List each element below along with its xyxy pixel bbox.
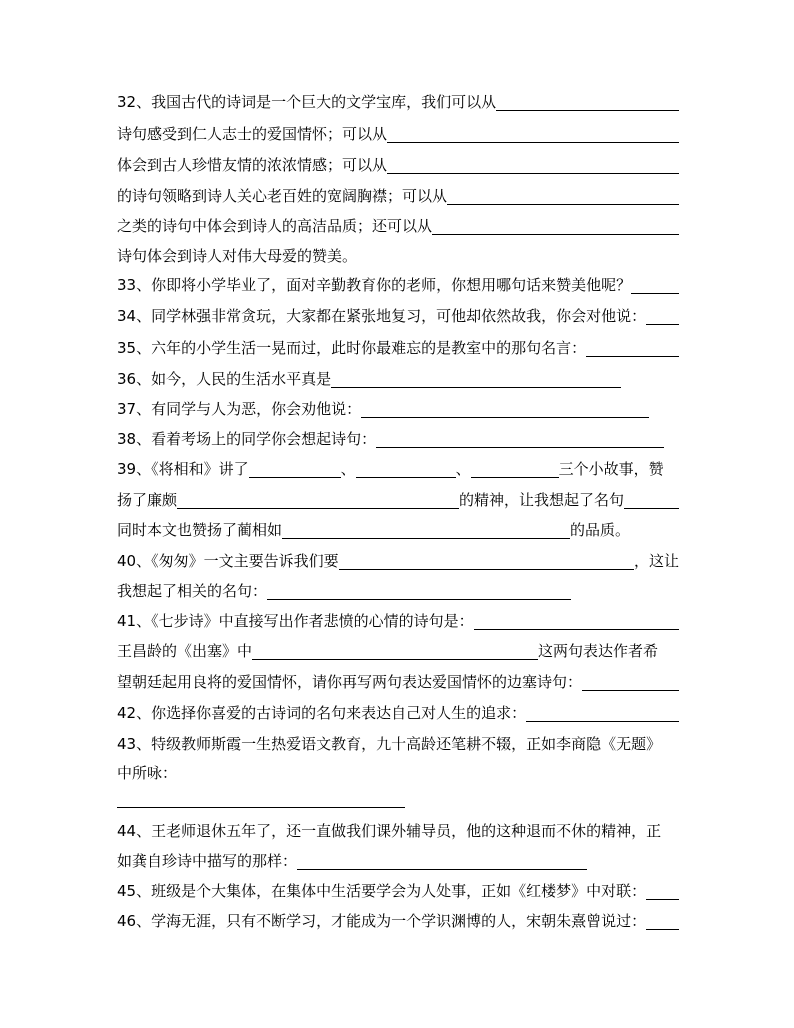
q32-line-5 [117,213,679,239]
q32-text-2: 诗句感受到仁人志士的爱国情怀；可以从 [117,125,388,143]
q37-text: 37、有同学与人为恶，你会劝他说： [117,400,362,418]
answer-blank[interactable] [117,789,405,808]
q39-text-c: 扬了廉颇 [117,491,178,509]
answer-blank[interactable] [282,520,570,539]
q38-line [117,426,679,452]
answer-blank[interactable] [177,490,459,509]
answer-blank[interactable] [471,459,559,478]
q38-text: 38、看着考场上的同学你会想起诗句： [117,430,377,448]
q42-text: 42、你选择你喜爱的古诗词的名句来表达自己对人生的追求： [117,704,527,722]
q40-line-1 [117,548,679,574]
q46-line [117,908,679,934]
q36-line [117,366,679,392]
q39-sep-2: 、 [455,460,471,478]
q44-text-a: 44、王老师退休五年了，还一直做我们课外辅导员，他的这种退而不休的精神，正 [117,822,662,840]
q32-text-1: 32、我国古代的诗词是一个巨大的文学宝库，我们可以从 [117,93,497,111]
q33-line [117,272,679,298]
q32-line-1 [117,89,679,115]
answer-blank[interactable] [646,881,679,900]
answer-blank[interactable] [297,851,587,870]
answer-blank[interactable] [496,92,679,111]
q32-line-3 [117,152,679,178]
q39-text-d: 的精神，让我想起了名句 [459,491,625,509]
q41-text-d: 望朝廷起用良将的爱国情怀，请你再写两句表达爱国情怀的边塞诗句： [117,673,583,691]
answer-blank[interactable] [432,216,679,235]
answer-blank[interactable] [447,186,679,205]
q34-line [117,303,679,329]
q40-line-2 [117,578,679,604]
q32-text-4: 的诗句领略到诗人关心老百姓的宽阔胸襟；可以从 [117,187,448,205]
q42-line [117,700,679,726]
q40-text-c: 我想起了相关的名句： [117,582,268,600]
answer-blank[interactable] [646,911,679,930]
q43-text-a: 43、特级教师斯霞一生热爱语文教育，九十高龄还笔耕不辍，正如李商隐《无题》 [117,735,662,753]
answer-blank[interactable] [474,611,679,630]
q41-line-3 [117,669,679,695]
q43-text-b: 中所咏： [117,764,178,782]
q40-text-b: ，这让 [633,552,679,570]
q37-line [117,396,679,422]
q40-text-a: 40、《匆匆》一文主要告诉我们要 [117,552,339,570]
answer-blank[interactable] [586,338,679,357]
answer-blank[interactable] [387,124,679,143]
answer-blank[interactable] [267,581,571,600]
q32-line-2 [117,121,679,147]
q39-line-3 [117,517,679,543]
answer-blank[interactable] [376,429,664,448]
q43-line-2 [117,760,679,786]
q45-line [117,878,679,904]
q39-text-b: 三个小故事，赞 [558,460,664,478]
q41-text-c: 这两句表达作者希 [538,642,659,660]
q43-line-3 [117,786,679,812]
q45-text: 45、班级是个大集体，在集体中生活要学会为人处事，正如《红楼梦》中对联： [117,882,647,900]
q39-text-a: 39、《将相和》讲了 [117,460,249,478]
answer-blank[interactable] [339,551,634,570]
q32-text-6: 诗句体会到诗人对伟大母爱的赞美。 [117,247,358,265]
q36-text: 36、如今，人民的生活水平真是 [117,370,332,388]
q39-line-2 [117,487,679,513]
q44-line-1 [117,818,679,844]
answer-blank[interactable] [624,490,679,509]
answer-blank[interactable] [526,703,679,722]
q33-text: 33、你即将小学毕业了，面对辛勤教育你的老师，你想用哪句话来赞美他呢？ [117,276,632,294]
q41-text-a: 41、《七步诗》中直接写出作者悲愤的心情的诗句是： [117,612,474,630]
q32-text-5: 之类的诗句中体会到诗人的高洁品质；还可以从 [117,217,433,235]
q43-line-1 [117,731,679,757]
q41-line-1 [117,608,679,634]
q44-line-2 [117,848,679,874]
q39-sep-1: 、 [340,460,356,478]
answer-blank[interactable] [631,275,679,294]
answer-blank[interactable] [249,459,341,478]
q32-text-3: 体会到古人珍惜友情的浓浓情感；可以从 [117,156,388,174]
q41-text-b: 王昌龄的《出塞》中 [117,642,253,660]
q41-line-2 [117,638,679,664]
answer-blank[interactable] [356,459,456,478]
q32-line-6 [117,243,679,269]
q34-text: 34、同学林强非常贪玩，大家都在紧张地复习，可他却依然故我，你会对他说： [117,307,647,325]
answer-blank[interactable] [331,369,621,388]
answer-blank[interactable] [646,306,679,325]
q44-text-b: 如龚自珍诗中描写的那样： [117,852,298,870]
q35-text: 35、六年的小学生活一晃而过，此时你最难忘的是教室中的那句名言： [117,339,587,357]
answer-blank[interactable] [361,399,649,418]
q39-line-1 [117,456,679,482]
answer-blank[interactable] [387,155,679,174]
q39-text-f: 的品质。 [570,521,631,539]
answer-blank[interactable] [252,641,538,660]
q32-line-4 [117,183,679,209]
q46-text: 46、学海无涯，只有不断学习，才能成为一个学识渊博的人，宋朝朱熹曾说过： [117,912,647,930]
q35-line [117,335,679,361]
answer-blank[interactable] [582,672,679,691]
q39-text-e: 同时本文也赞扬了蔺相如 [117,521,283,539]
